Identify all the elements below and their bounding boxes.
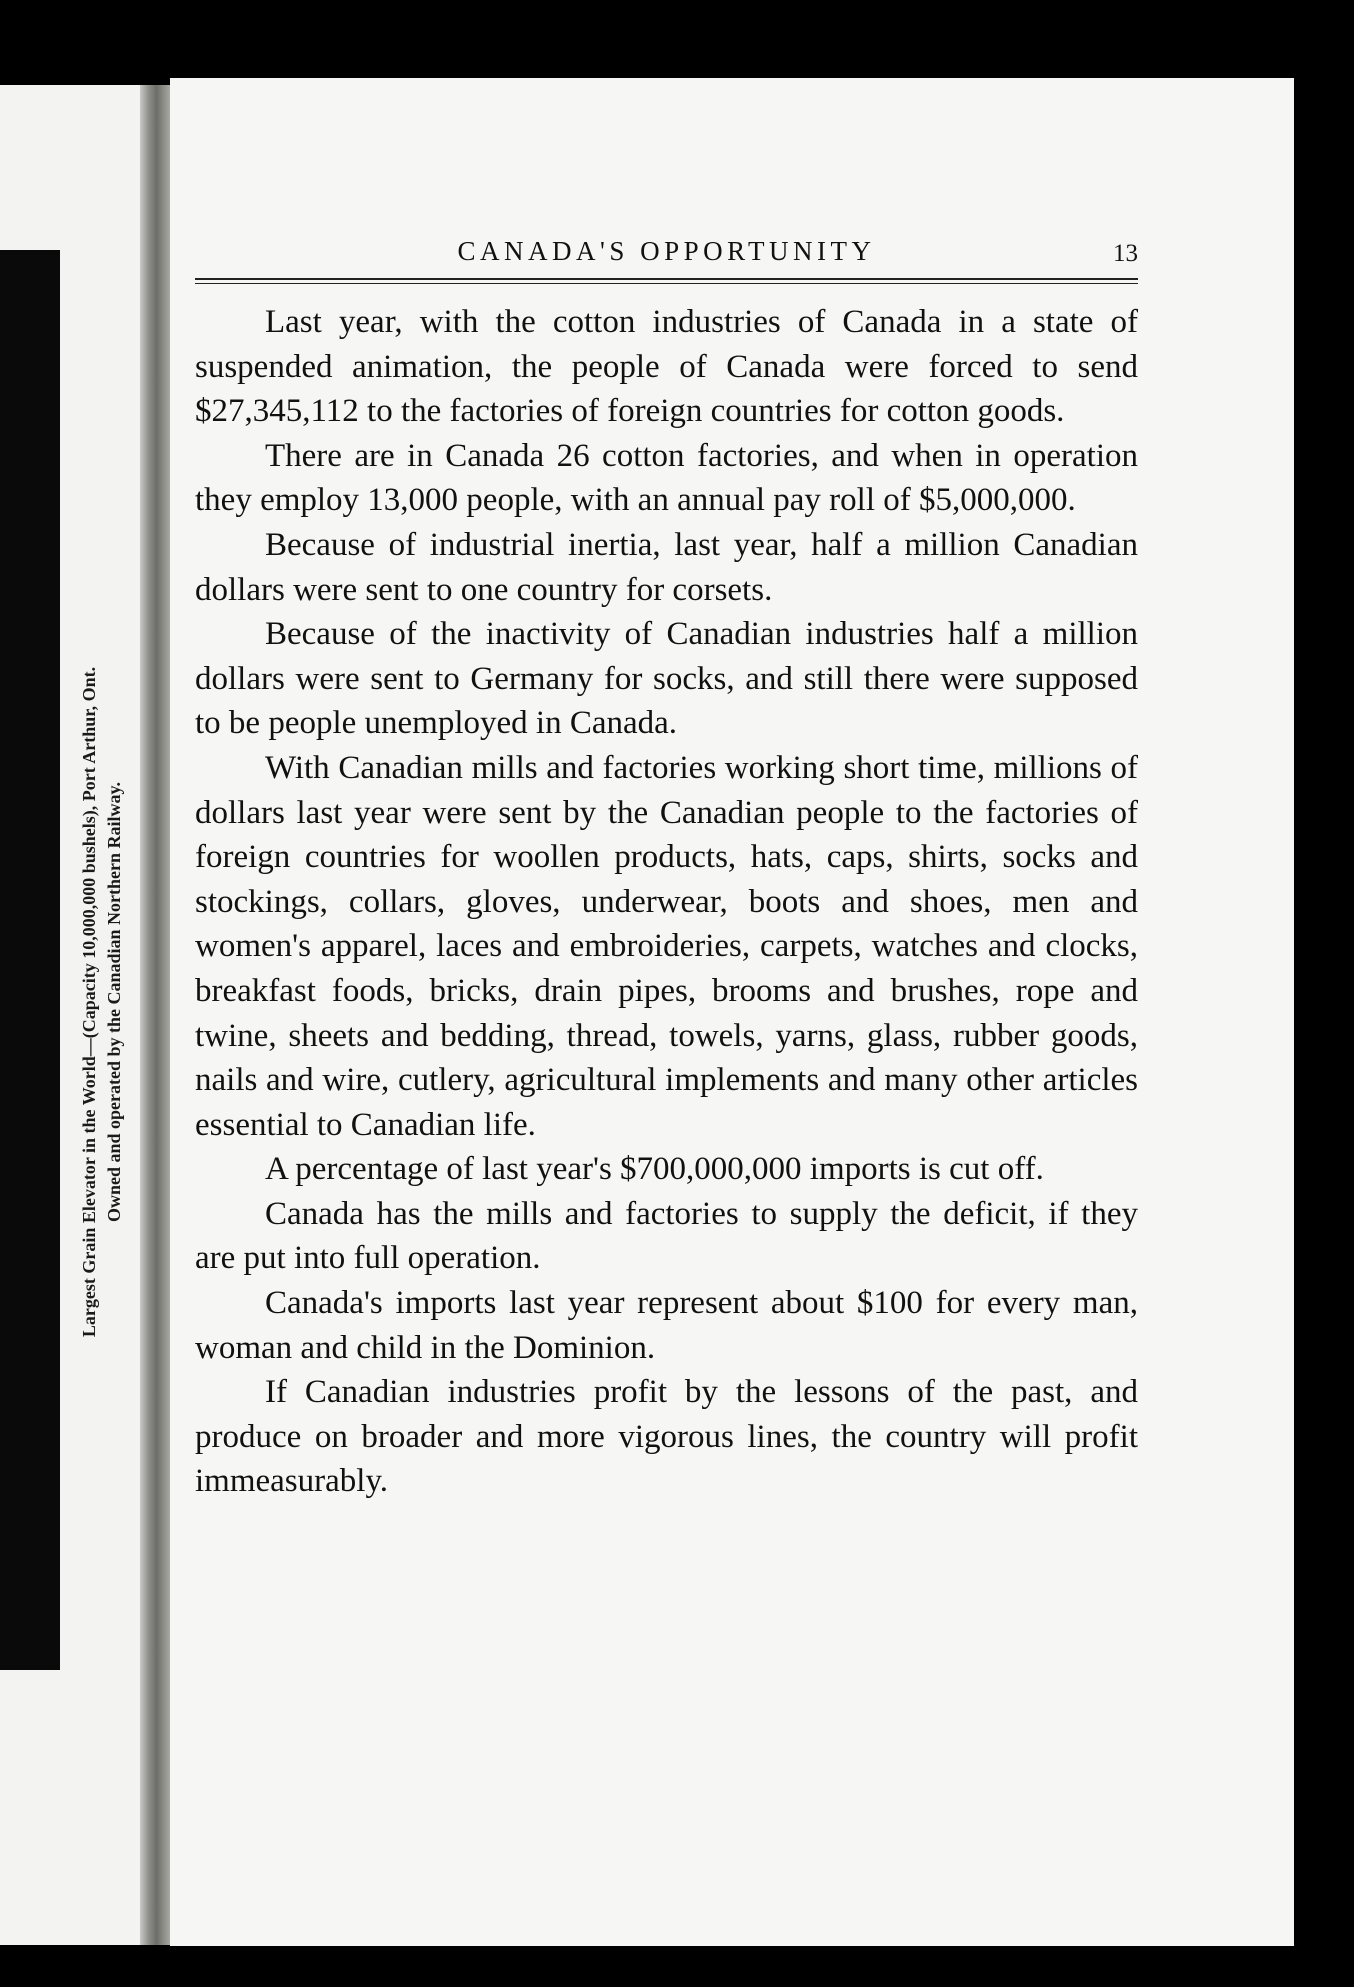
paragraph: Last year, with the cotton industries of Canada in a state of suspended animation, the people of Canada were forced to send $27,345,112 to the factories of foreign countries for cotton goods. [195,304,1138,430]
book-gutter [140,85,170,1945]
running-header [195,228,1138,278]
paragraph: There are in Canada 26 cotton factories, and when in operation they employ 13,000 people, with an annual pay roll of $5,000,000. [195,437,1138,519]
page-number: 13 [1113,240,1138,267]
paragraph: Because of industrial inertia, last year, half a million Canadian dollars were sent to one country for corsets. [195,526,1138,608]
running-title: CANADA'S OPPORTUNITY [457,236,876,266]
paragraph: Canada's imports last year represent about $100 for every man, woman and child in the Dominion. [195,1285,1138,1366]
facing-page-plate [0,250,60,1670]
paragraph: If Canadian industries profit by the lessons of the past, and produce on broader and more vigorous lines, the country will profit immeasurably. [195,1374,1138,1500]
page-content [195,228,1138,1504]
header-rule [195,278,1138,284]
book-page [170,78,1294,1946]
paragraph: A percentage of last year's $700,000,000 imports is cut off. [265,1151,1044,1188]
paragraph: Because of the inactivity of Canadian industries half a million dollars were sent to Germany for socks, and still there were supposed to be people unemployed in Canada. [195,616,1138,742]
paragraph: Canada has the mills and factories to supply the deficit, if they are put into full operation. [195,1195,1138,1277]
plate-caption-line-2: Owned and operated by the Canadian Northern Railway. [104,781,124,1223]
paragraph: With Canadian mills and factories working short time, millions of dollars last year were sent by the Canadian people to the factories of foreign countries for woollen products, hats, caps, shirts, socks and stockings, collars, gloves, underwear, boots and shoes, men and women's apparel, laces and embroideries, carpets, watches and clocks, breakfast foods, bricks, drain pipes, brooms and brushes, rope and twine, sheets and bedding, thread, towels, yarns, glass, rubber goods, nails and wire, cutlery, agricultural implements and many other articles essential to Canadian life. [195,749,1138,1143]
plate-caption [62,552,142,1452]
plate-caption-line-1: Largest Grain Elevator in the World—(Capacity 10,000,000 bushels), Port Arthur, Ont. [79,666,99,1338]
body-text [195,300,1138,1504]
